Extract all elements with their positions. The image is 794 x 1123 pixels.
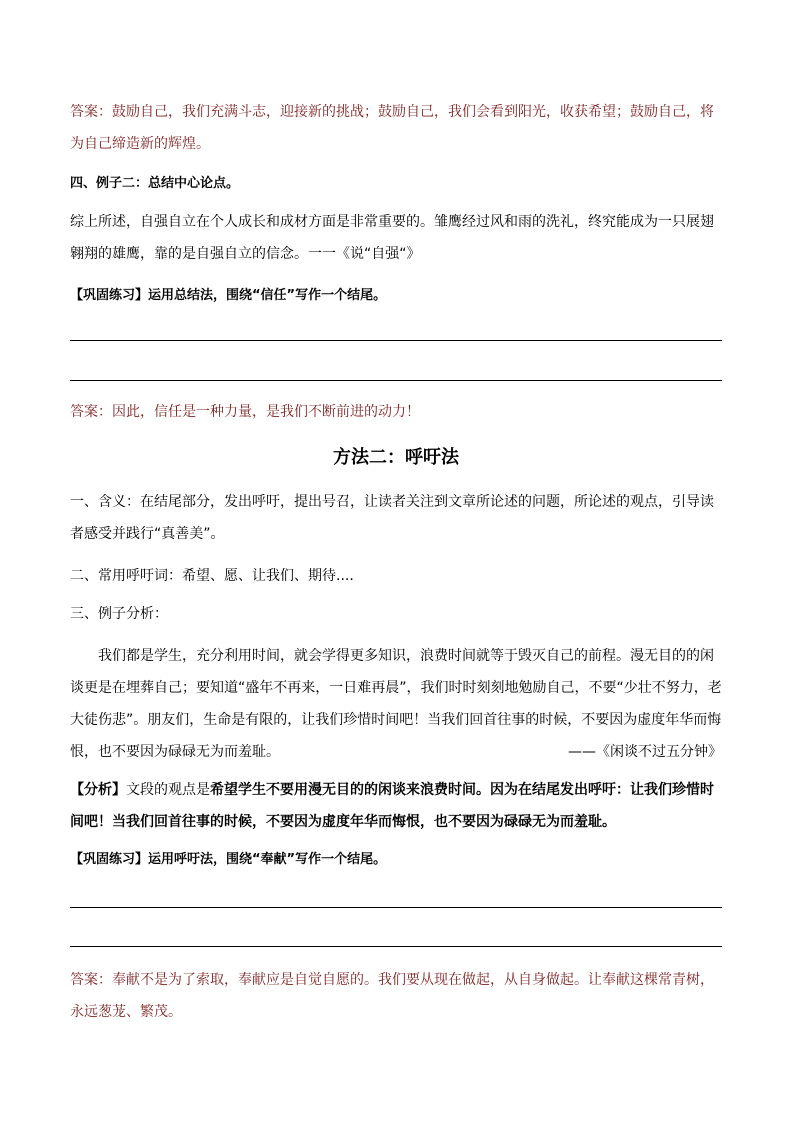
- common-words-list: 希望、愿、让我们、期待....: [182, 568, 354, 584]
- example-source: ——《闲谈不过五分钟》: [568, 744, 722, 760]
- answer-trust: 答案：因此，信任是一种力量，是我们不断前进的动力！: [70, 404, 420, 420]
- common-words-label: 二、常用呼吁词：: [70, 568, 182, 584]
- analysis-label: 【分析】: [70, 782, 126, 798]
- answer-line-2[interactable]: [70, 380, 722, 381]
- answer-line-4[interactable]: [70, 946, 722, 947]
- analysis-text-b: 希望学生不要用漫无目的的闲谈来浪费时间。因为在结尾发出呼吁：让我们珍惜时间吧！当我们回首往事的时候，不要因为虚度年华而悔恨，也不要因为碌碌无为而羞耻。: [70, 782, 714, 830]
- example-paragraph-block: [70, 640, 722, 768]
- example-analysis-label: 三、例子分析：: [70, 606, 168, 622]
- heading-example-two: 四、例子二：总结中心论点。: [70, 176, 240, 191]
- answer-encourage: 答案：鼓励自己，我们充满斗志，迎接新的挑战；鼓励自己，我们会看到阳光，收获希望；鼓励自己，将为自己缔造新的辉煌。: [70, 104, 714, 152]
- answer-line-1[interactable]: [70, 340, 722, 341]
- analysis-text-a: 文段的观点是: [126, 782, 210, 798]
- answer-dedication: 答案：奉献不是为了索取，奉献应是自觉自愿的。我们要从现在做起，从自身做起。让奉献这棵常青树，永远葱茏、繁茂。: [70, 972, 714, 1020]
- definition: 一、含义：在结尾部分，发出呼吁，提出号召，让读者关注到文章所论述的问题，所论述的观点，引导读者感受并践行“真善美”。: [70, 494, 714, 542]
- document-page: [70, 0, 722, 1123]
- example-two-text: 综上所述，自强自立在个人成长和成材方面是非常重要的。雏鹰经过风和雨的洗礼，终究能成为一只展翅翱翔的雄鹰，靠的是自强自立的信念。一一《说“自强“》: [70, 214, 714, 262]
- method-two-title: 方法二：呼吁法: [333, 447, 459, 468]
- example-paragraph: 我们都是学生，充分利用时间，就会学得更多知识，浪费时间就等于毁灭自己的前程。漫无目的的闲谈更是在埋葬自己；要知道“盛年不再来，一日难再晨”，我们时时刻刻地勉励自己，不要“少壮不努力，老大徒伤悲”。朋友们，生命是有限的，让我们珍惜时间吧！当我们回首往事的时候，不要因为虚度年华而悔恨，也不要因为碌碌无为而羞耻。: [70, 648, 722, 760]
- practice-trust: 【巩固练习】运用总结法，围绕“信任”写作一个结尾。: [70, 288, 387, 303]
- analysis: [70, 774, 722, 838]
- practice-dedication: 【巩固练习】运用呼吁法，围绕“奉献”写作一个结尾。: [70, 852, 387, 867]
- answer-line-3[interactable]: [70, 907, 722, 908]
- common-words: [70, 560, 722, 592]
